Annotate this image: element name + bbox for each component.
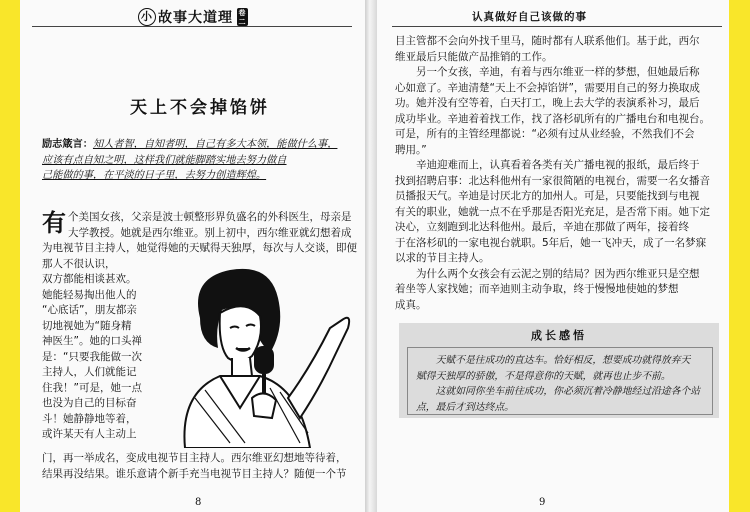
motto-line-3: 己能做的事，在平淡的日子里，去努力创造辉煌。: [42, 170, 267, 182]
story-text-line: 个美国女孩，父亲是波士顿整形界: [68, 211, 226, 223]
story-text-line: 以求的节目主持人。: [395, 252, 490, 264]
motto-label: 励志箴言：: [42, 138, 93, 150]
drop-cap: 有: [42, 209, 66, 237]
story-text-line: 维亚最后只能做产品推销的工作。: [395, 50, 553, 63]
growth-text-line: 点，最后才到达终点。: [416, 401, 514, 413]
story-text-line: “心底话”，朋友都亲: [42, 304, 137, 316]
growth-inner-frame: [407, 347, 713, 415]
story-text-line: 她能轻易掏出他人的: [42, 288, 137, 301]
growth-text-line: 天赋不是往成功的直达车。恰好相反，想要成功就得放弃天: [416, 355, 691, 366]
story-text-line: 是：“只要我能做一次: [42, 350, 142, 363]
motto-line-2: 应该有点自知之明，这样我们就能脚踏实地去努力做自: [42, 154, 287, 166]
growth-text-line: 这就如同你坐车前往成功，你必须沉着冷静地经过沿途各个站: [416, 386, 701, 397]
story-text-line: 负盛名的外科医生，母亲是大学教授。她就是西尔维亚。别上初中，西尔维亚就幻想着成为电视节目主持人，她觉得她的天赋得天独厚，每次与人交谈，即便那人不很认识，: [42, 211, 357, 270]
story-text-line: 切地视她为“随身精: [42, 319, 132, 332]
motto-block: [42, 137, 358, 184]
left-page: [20, 0, 365, 512]
motto-line-1: 知人者智，自知者明，自己有多大本领，能做什么事，: [92, 139, 338, 150]
story-text-line: 有关的职业，她就一点不在乎那是否阳光充足，是否常下雨。她下定: [395, 205, 710, 218]
growth-insight-box: [399, 323, 719, 418]
page-number-left: 8: [195, 497, 202, 508]
right-page: [377, 0, 729, 512]
story-text-line: 结果再没结果。谁乐意请个新手充当电视节目主持人？随便一个节: [42, 467, 347, 480]
story-text-line: 聘用。”: [395, 143, 427, 156]
story-text-line: 成真。: [395, 298, 427, 311]
woman-with-microphone-illustration: [160, 258, 360, 448]
growth-text: [416, 353, 708, 415]
story-text-line: 也没为自己的目标奋: [42, 397, 137, 409]
story-text-line: 门，再一举成名，变成电视节目主持人。西尔维亚幻想地等待着，: [42, 452, 347, 464]
story-text-line: 双方都能相谈甚欢。: [42, 273, 137, 285]
header-rule: [392, 26, 722, 27]
story-text-line: 心如意了。辛迪清楚“天上不会掉馅饼”，需要用自己的努力换取成: [395, 81, 700, 94]
story-text-line: 为什么两个女孩会有云泥之别的结局？因为西尔维亚只是空想: [395, 267, 700, 280]
growth-title: 成长感悟: [531, 329, 587, 342]
story-text-line: 找到招聘启事：北达科他州有一家很简陋的电视台，需要一名女播音: [395, 174, 710, 187]
story-text-line: 神医生”。她的口头禅: [42, 335, 142, 347]
story-text-line: 着坐等人家找她；而辛迪则主动争取，终于慢慢地使她的梦想: [395, 283, 679, 295]
growth-text-line: 赋得天独厚的骄傲，不是得意你的天赋，就再也止步不前。: [416, 370, 671, 382]
story-paragraph-narrow: [42, 272, 152, 443]
story-title: 天上不会掉馅饼: [130, 98, 270, 118]
story-text-line: 于在洛杉矶的一家电视台就职。5年后，她一飞冲天，成了一名梦寐: [395, 236, 707, 249]
story-text-line: 辛迪迎难而上，认真看着各类有关广播电视的报纸，最后终于: [395, 159, 700, 171]
series-name: 故事大道理: [158, 10, 233, 26]
story-text-line: 主持人，人们就能记: [42, 366, 137, 378]
chapter-header: 认真做好自己该做的事: [472, 11, 587, 23]
page-number-right: 9: [539, 497, 546, 508]
series-title: [138, 7, 248, 27]
story-text-line: 斗！她静静地等着，: [42, 412, 137, 425]
series-badge: 卷二: [238, 8, 247, 26]
story-text-line: 功。她并没有空等着，白天打工，晚上去大学的表演系补习，最后: [395, 97, 700, 109]
story-text-line: 住我！”可是，她一点: [42, 381, 142, 394]
story-text-line: 成功毕业。辛迪着着找工作，找了洛杉矶所有的广播电台和电视台。: [395, 112, 710, 125]
series-circle-char: 小: [138, 8, 156, 26]
story-paragraph-bottom: [42, 451, 358, 482]
story-text-line: 可是，所有的主管经理都说：“必须有过从业经验，不然我们不会: [395, 128, 695, 140]
story-paragraph-right: [395, 34, 717, 313]
story-text-line: 决心，立刻跑到北达科他州。最后，辛迪在那做了两年，接着终: [395, 221, 689, 233]
story-text-line: 另一个女孩，辛迪，有着与西尔维亚一样的梦想，但她最后称: [395, 66, 700, 78]
story-text-line: 员播报天气。辛迪是讨厌北方的加州人。可是，只要能找到与电视: [395, 190, 700, 202]
microphone-icon: [254, 346, 274, 374]
story-text-line: 目主管都不会向外找千里马，随时都有人联系他们。基于此，西尔: [395, 35, 700, 47]
header-rule: [32, 26, 352, 27]
story-text-line: 或许某天有人主动上: [42, 428, 137, 440]
book-gutter: [365, 0, 377, 512]
